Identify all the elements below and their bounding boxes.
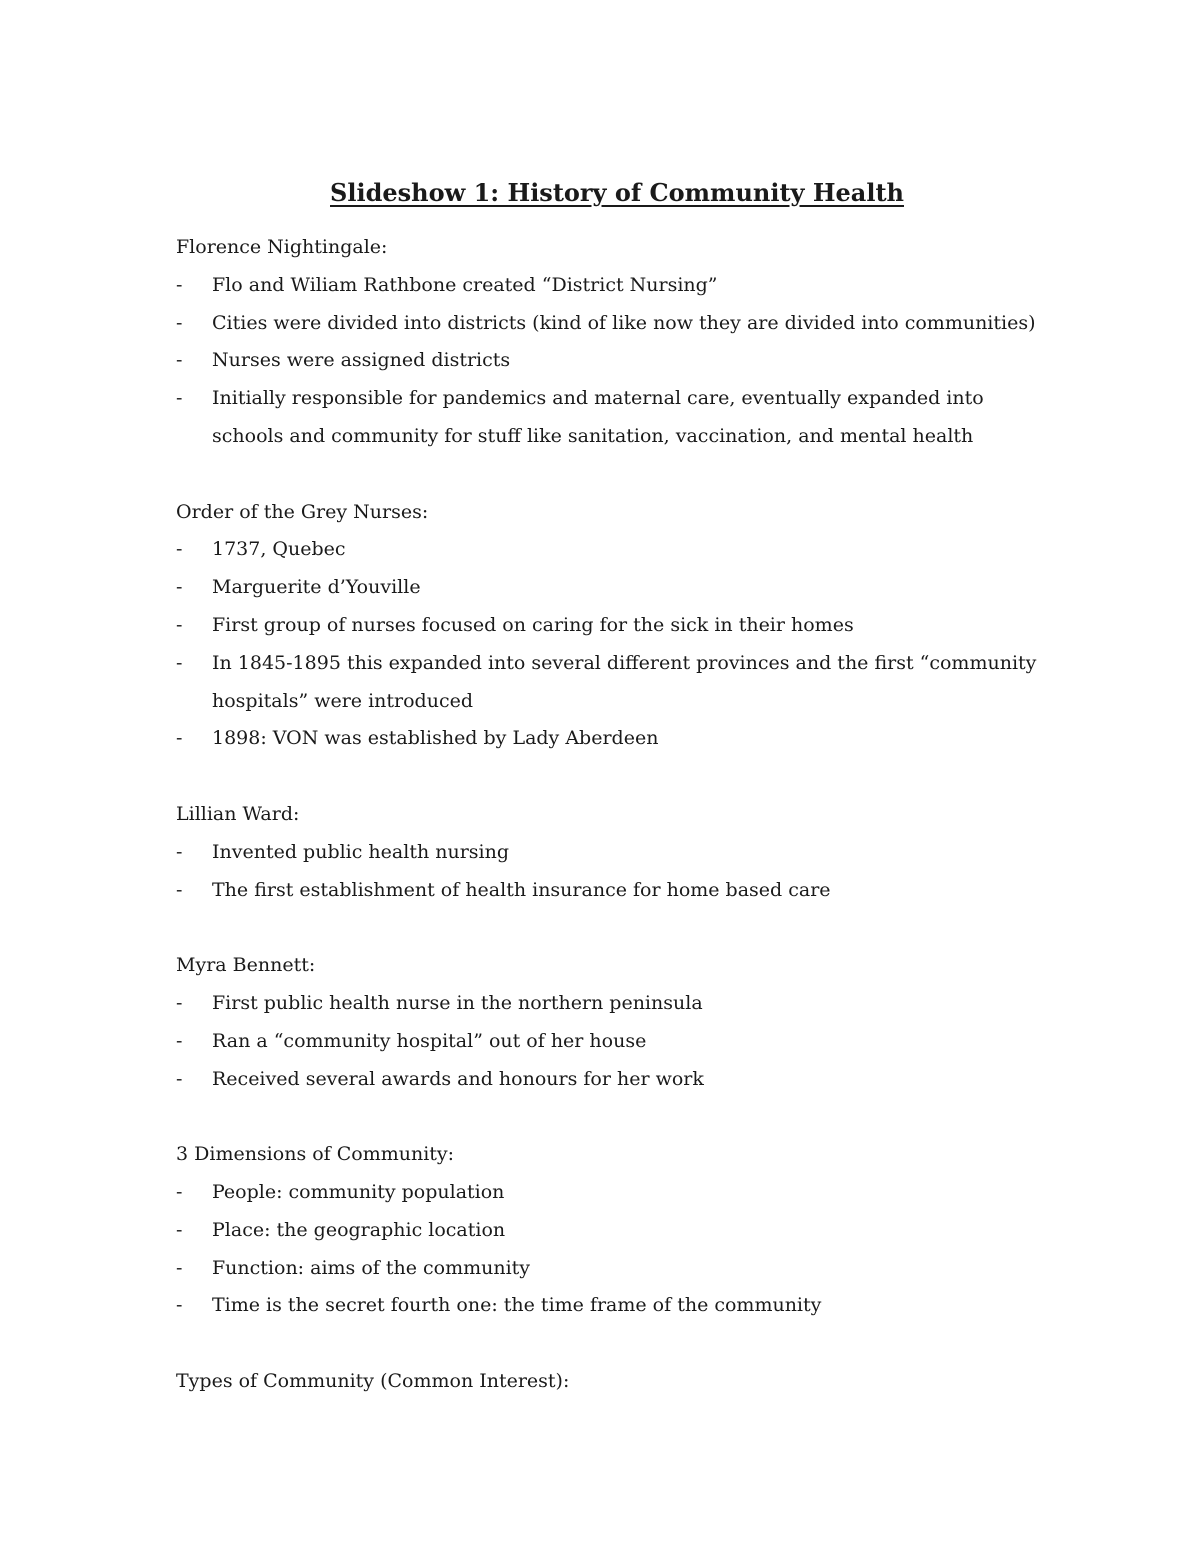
list-item: [176, 305, 1056, 343]
list-item-text: Flo and Wiliam Rathbone created “District Nursing”: [212, 273, 718, 296]
section-lillian-ward: [176, 796, 1056, 909]
bullet-dash: -: [176, 349, 183, 372]
list-item: [176, 1287, 1056, 1325]
bullet-list: [176, 985, 1056, 1098]
list-item: [176, 380, 1056, 456]
list-item-text: Invented public health nursing: [212, 840, 510, 863]
bullet-dash: -: [176, 1180, 183, 1203]
list-item-text: Initially responsible for pandemics and maternal care, eventually expanded into schools and community for stuff like sanitation, vaccination, and mental health: [212, 387, 984, 447]
list-item-text: The first establishment of health insurance for home based care: [212, 878, 831, 901]
bullet-dash: -: [176, 1294, 183, 1317]
bullet-list: [176, 267, 1056, 456]
section-heading: Order of the Grey Nurses:: [176, 500, 429, 523]
bullet-dash: -: [176, 1067, 183, 1090]
list-item: [176, 645, 1056, 721]
list-item: [176, 267, 1056, 305]
bullet-dash: -: [176, 991, 183, 1014]
section-florence-nightingale: [176, 229, 1056, 456]
bullet-dash: -: [176, 651, 183, 674]
list-item: [176, 1023, 1056, 1061]
bullet-dash: -: [176, 311, 183, 334]
list-item: [176, 985, 1056, 1023]
list-item-text: Place: the geographic location: [212, 1218, 506, 1241]
bullet-dash: -: [176, 538, 183, 561]
section-heading: Lillian Ward:: [176, 802, 300, 825]
section-heading: Types of Community (Common Interest):: [176, 1369, 570, 1392]
document-body: [176, 229, 1056, 1439]
list-item-text: 1898: VON was established by Lady Aberdeen: [212, 727, 659, 750]
list-item-text: 1737, Quebec: [212, 538, 346, 561]
list-item-text: Ran a “community hospital” out of her house: [212, 1029, 647, 1052]
list-item-text: In 1845-1895 this expanded into several different provinces and the first “community hospitals” were introduced: [212, 651, 1037, 712]
bullet-list: [176, 834, 1056, 910]
list-item: [176, 834, 1056, 872]
section-heading: Myra Bennett:: [176, 954, 316, 977]
list-item-text: Cities were divided into districts (kind of like now they are divided into communities): [212, 311, 1036, 334]
section-types-of-community: [176, 1363, 1056, 1401]
bullet-dash: -: [176, 840, 183, 863]
list-item-text: Function: aims of the community: [212, 1256, 531, 1279]
list-item: [176, 1061, 1056, 1099]
list-item-text: Time is the secret fourth one: the time frame of the community: [212, 1294, 822, 1317]
list-item: [176, 720, 1056, 758]
list-item: [176, 342, 1056, 380]
bullet-dash: -: [176, 1256, 183, 1279]
list-item-text: Marguerite d’Youville: [212, 576, 421, 599]
section-heading: 3 Dimensions of Community:: [176, 1143, 455, 1166]
list-item-text: First group of nurses focused on caring for the sick in their homes: [212, 613, 854, 636]
list-item: [176, 1250, 1056, 1288]
bullet-list: [176, 1174, 1056, 1325]
list-item: [176, 1174, 1056, 1212]
list-item-text: Received several awards and honours for her work: [212, 1067, 704, 1090]
bullet-dash: -: [176, 878, 183, 901]
page-title: Slideshow 1: History of Community Health: [330, 178, 904, 207]
list-item-text: First public health nurse in the northern peninsula: [212, 991, 703, 1014]
section-myra-bennett: [176, 947, 1056, 1098]
bullet-dash: -: [176, 1218, 183, 1241]
bullet-list: [176, 531, 1056, 758]
bullet-dash: -: [176, 727, 183, 750]
list-item: [176, 569, 1056, 607]
bullet-dash: -: [176, 273, 183, 296]
section-grey-nurses: [176, 494, 1056, 759]
list-item: [176, 531, 1056, 569]
list-item-text: Nurses were assigned districts: [212, 349, 511, 372]
bullet-dash: -: [176, 1029, 183, 1052]
section-dimensions-of-community: [176, 1136, 1056, 1325]
bullet-dash: -: [176, 613, 183, 636]
section-heading: Florence Nightingale:: [176, 236, 388, 258]
list-item-text: People: community population: [212, 1180, 505, 1203]
bullet-dash: -: [176, 387, 183, 410]
bullet-dash: -: [176, 576, 183, 599]
list-item: [176, 607, 1056, 645]
list-item: [176, 1212, 1056, 1250]
list-item: [176, 872, 1056, 910]
